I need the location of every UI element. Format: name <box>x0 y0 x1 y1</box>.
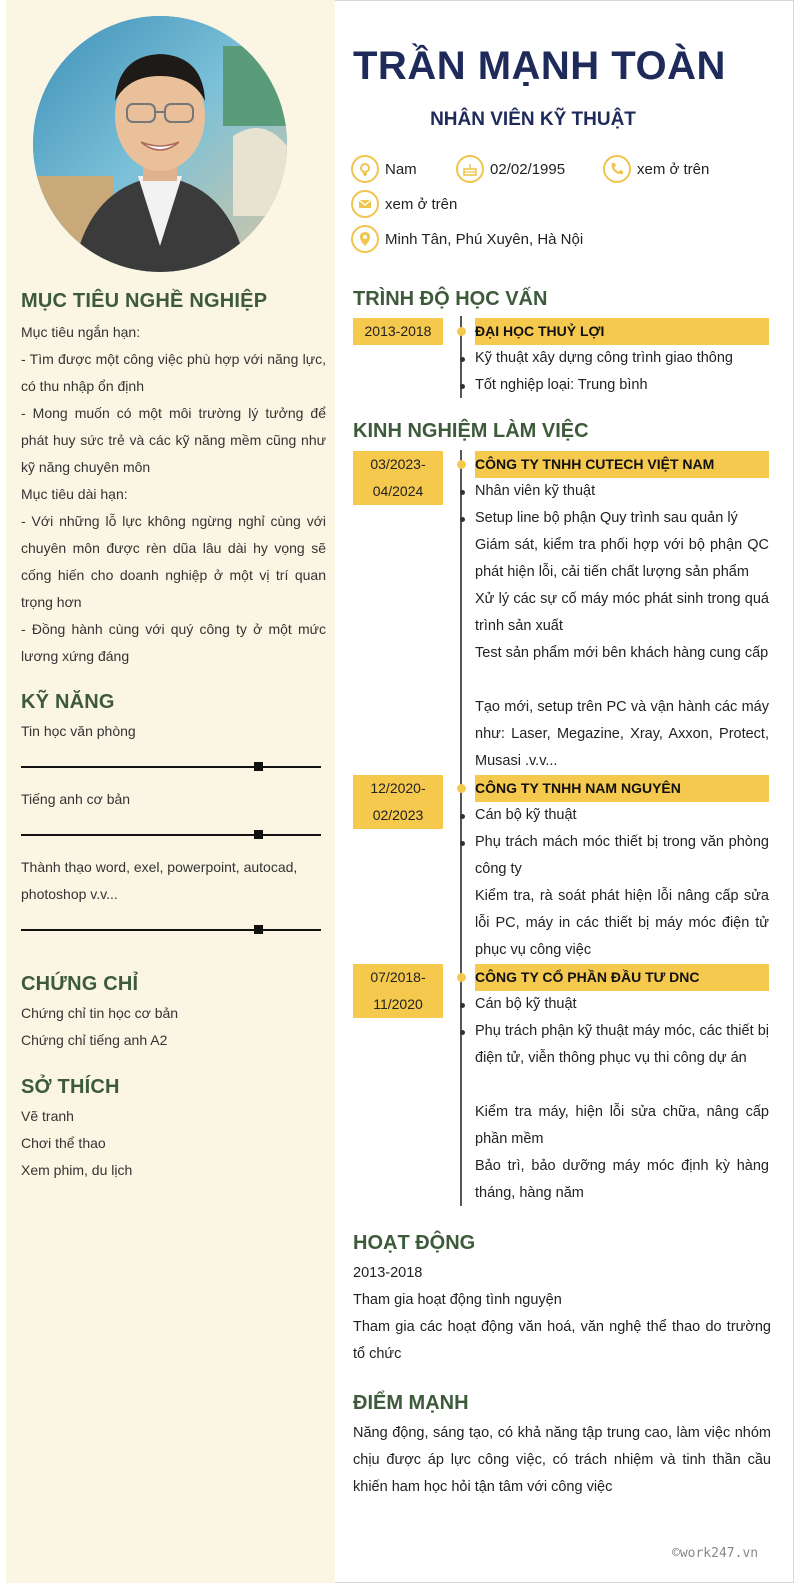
job-date <box>353 964 443 1018</box>
birthday-info <box>456 155 565 183</box>
certificates-title: CHỨNG CHỈ <box>21 973 139 995</box>
phone-info <box>603 155 709 183</box>
sidebar-content <box>21 290 326 1184</box>
objective-line: - Đồng hành cùng với quý công ty ở một mức lương xứng đáng <box>21 621 326 664</box>
cake-icon <box>456 155 484 183</box>
job-line: Kiểm tra máy, hiện lỗi sửa chữa, nâng cấp phần mềm <box>475 1104 769 1147</box>
job-date-to: 04/2024 <box>372 483 424 499</box>
timeline-dot <box>457 327 466 336</box>
skill-level-bar <box>21 929 321 931</box>
hobbies-title: SỞ THÍCH <box>21 1076 120 1098</box>
objective-line: Mục tiêu ngắn hạn: <box>21 324 141 340</box>
email-info <box>351 190 457 218</box>
strengths-text: Năng động, sáng tạo, có khả năng tập trung cao, làm việc nhóm chịu được áp lực công việc, có trách nhiệm và tinh thần cầu khiến ham học hỏi tận tâm với công việc <box>353 1425 771 1495</box>
certificates-list <box>21 1000 326 1054</box>
job-date <box>353 451 443 505</box>
strengths-title: ĐIỂM MẠNH <box>353 1392 469 1414</box>
job-date-from: 07/2018- <box>370 969 426 985</box>
education-line: Tốt nghiệp loại: Trung bình <box>475 372 769 399</box>
job-line: Nhân viên kỹ thuật <box>475 478 769 505</box>
skills-list <box>21 718 326 931</box>
email-value[interactable]: xem ở trên <box>385 195 458 213</box>
job-company: CÔNG TY TNHH NAM NGUYÊN <box>475 775 769 802</box>
gender-icon <box>351 155 379 183</box>
skill-level-knob <box>254 762 263 771</box>
objective-title: MỤC TIÊU NGHỀ NGHIỆP <box>21 290 268 312</box>
job-line: Bảo trì, bảo dưỡng máy móc định kỳ hàng tháng, hàng năm <box>475 1158 769 1201</box>
skill-name: Thành thạo word, exel, powerpoint, autocad, photoshop v.v... <box>21 859 298 902</box>
job-line: Giám sát, kiểm tra phối hợp với bộ phận QC phát hiện lỗi, cải tiến chất lượng sản phẩm <box>475 537 769 580</box>
birthday-value: 02/02/1995 <box>490 160 566 178</box>
job-line: Setup line bộ phận Quy trình sau quản lý <box>475 505 769 532</box>
watermark: ©work247.vn <box>672 1546 759 1561</box>
job-line: Tạo mới, setup trên PC và vận hành các máy như: Laser, Megazine, Xray, Axxon, Protect, Musasi .v.v... <box>475 699 769 769</box>
address-value: Minh Tân, Phú Xuyên, Hà Nội <box>385 230 584 248</box>
experience-timeline <box>460 450 462 1206</box>
job-line: Phụ trách mách móc thiết bị trong văn phòng công ty <box>475 829 769 883</box>
certificate-item: Chứng chỉ tin học cơ bản <box>21 1005 179 1021</box>
skill-level-knob <box>254 830 263 839</box>
avatar-photo <box>33 16 287 272</box>
avatar <box>33 16 287 272</box>
timeline-dot <box>457 973 466 982</box>
hobbies-list <box>21 1103 326 1184</box>
activity-line: Tham gia các hoạt động văn hoá, văn nghệ thể thao do trường tổ chức <box>353 1319 771 1362</box>
map-pin-icon <box>351 225 379 253</box>
objective-line: - Tìm được một công việc phù hợp với năng lực, có thu nhập ổn định <box>21 351 326 394</box>
skill-name: Tiếng anh cơ bản <box>21 791 131 807</box>
skill-level-bar <box>21 766 321 768</box>
hobby-item: Xem phim, du lịch <box>21 1162 133 1178</box>
experience-title: KINH NGHIỆM LÀM VIỆC <box>353 420 589 442</box>
job-line: Cán bộ kỹ thuật <box>475 991 769 1018</box>
job-line: Xử lý các sự cố máy móc phát sinh trong quá trình sản xuất <box>475 591 769 634</box>
skill-name: Tin học văn phòng <box>21 723 136 739</box>
job-date-to: 11/2020 <box>373 996 423 1012</box>
job-date-to: 02/2023 <box>372 807 424 823</box>
education-date: 2013-2018 <box>353 318 443 345</box>
job-company: CÔNG TY TNHH CUTECH VIỆT NAM <box>475 451 769 478</box>
job-date-from: 12/2020- <box>370 780 426 796</box>
job-line: Phụ trách phận kỹ thuật máy móc, các thiết bị điện tử, viễn thông phục vụ thi công dự án <box>475 1018 769 1072</box>
gender-value: Nam <box>385 160 417 178</box>
education-line: Kỹ thuật xây dựng công trình giao thông <box>475 345 769 372</box>
objective-line: - Mong muốn có một môi trường lý tưởng để phát huy sức trẻ và các kỹ năng mềm cũng như kỹ năng chuyên môn <box>21 405 326 475</box>
job-company: CÔNG TY CỔ PHẦN ĐẦU TƯ DNC <box>475 964 769 991</box>
skills-title: KỸ NĂNG <box>21 691 115 713</box>
activity-line: Tham gia hoạt động tình nguyện <box>353 1292 562 1308</box>
job-date <box>353 775 443 829</box>
gender-info <box>351 155 417 183</box>
candidate-name: TRẦN MẠNH TOÀN <box>353 44 726 88</box>
skill-level-knob <box>254 925 263 934</box>
mail-icon <box>351 190 379 218</box>
hobby-item: Vẽ tranh <box>21 1108 74 1124</box>
education-school: ĐẠI HỌC THUỶ LỢI <box>475 318 769 345</box>
job-line: Kiểm tra, rà soát phát hiện lỗi nâng cấp sửa lỗi PC, máy in các thiết bị máy móc điện tử phục vụ công việc <box>475 888 769 958</box>
hobby-item: Chơi thể thao <box>21 1135 106 1151</box>
job-title: NHÂN VIÊN KỸ THUẬT <box>430 109 636 130</box>
phone-value[interactable]: xem ở trên <box>637 160 710 178</box>
objective-body <box>21 319 326 670</box>
activity-line: 2013-2018 <box>353 1265 423 1281</box>
job-line: Test sản phẩm mới bên khách hàng cung cấp <box>475 645 769 661</box>
skill-level-bar <box>21 834 321 836</box>
job-line: Cán bộ kỹ thuật <box>475 802 769 829</box>
phone-icon <box>603 155 631 183</box>
certificate-item: Chứng chỉ tiếng anh A2 <box>21 1032 168 1048</box>
education-title: TRÌNH ĐỘ HỌC VẤN <box>353 288 548 310</box>
job-date-from: 03/2023- <box>370 456 426 472</box>
timeline-dot <box>457 460 466 469</box>
objective-line: Mục tiêu dài hạn: <box>21 486 128 502</box>
objective-line: - Với những lỗ lực không ngừng nghỉ cùng với chuyên môn được rèn dũa lâu dài hy vọng sẽ cống hiến cho doanh nghiệp ở một vị trí quan trọng hơn <box>21 513 326 610</box>
timeline-dot <box>457 784 466 793</box>
address-info <box>351 225 583 253</box>
activities-title: HOẠT ĐỘNG <box>353 1232 476 1254</box>
